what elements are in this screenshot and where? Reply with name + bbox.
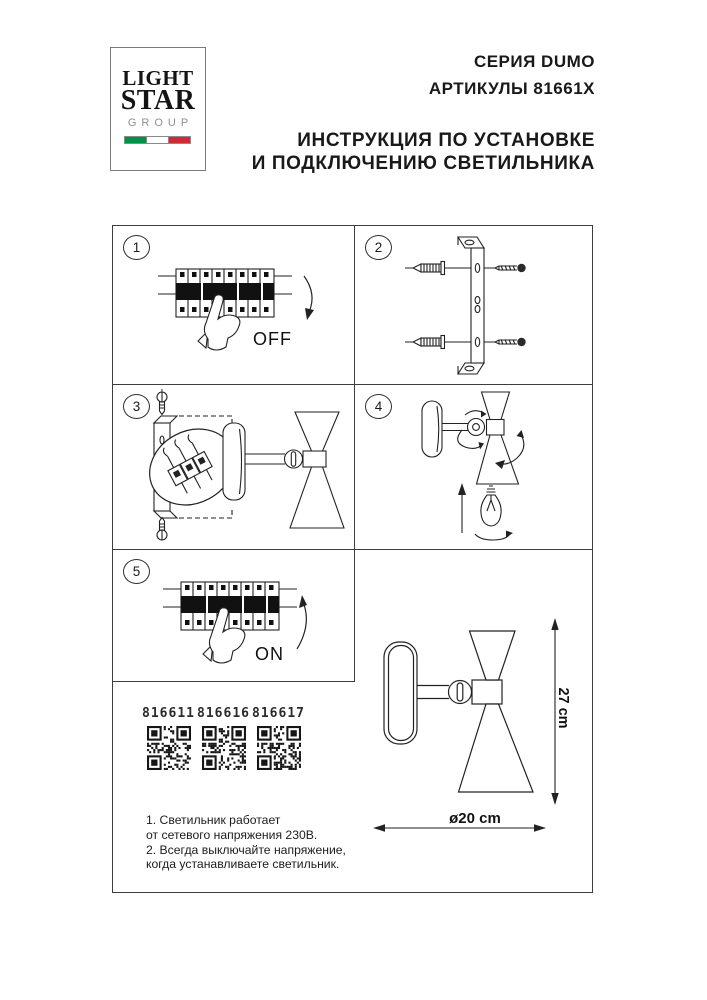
qr-code-image <box>147 726 191 770</box>
step-panel-4 <box>355 385 592 550</box>
note-line: когда устанавливаете светильник. <box>146 857 340 872</box>
on-label: ON <box>255 644 284 664</box>
qr-code <box>141 706 196 770</box>
qr-row <box>141 706 306 770</box>
qr-label: 816611 <box>142 706 195 721</box>
note-line: 1. Светильник работает <box>146 813 281 827</box>
step-panel-5 <box>113 550 355 682</box>
arrow-up-icon <box>458 483 466 533</box>
flag-white-segment <box>146 136 169 144</box>
arrow-up-icon <box>297 595 307 649</box>
articles-number: АРТИКУЛЫ 81661X <box>428 79 595 98</box>
screw-in-arrow-icon <box>475 531 513 541</box>
qr-code <box>196 706 251 770</box>
lamp-arm <box>442 424 468 431</box>
safety-notes <box>146 813 358 872</box>
note-line: от сетевого напряжения 230В. <box>146 827 318 842</box>
wall-plate-icon <box>223 423 245 500</box>
screw-icon <box>157 392 167 415</box>
step-panel-1 <box>113 226 355 385</box>
italian-flag-icon <box>125 136 191 144</box>
mounting-bracket-icon <box>458 237 484 374</box>
qr-label: 816617 <box>252 706 305 721</box>
step-number: 3 <box>123 394 150 419</box>
wall-plate-icon <box>384 642 417 744</box>
qr-label: 816616 <box>197 706 250 721</box>
qr-section <box>113 682 355 892</box>
lamp-arm <box>417 686 449 699</box>
title-line-2: И ПОДКЛЮЧЕНИЮ СВЕТИЛЬНИКА <box>251 153 595 174</box>
step-number: 4 <box>365 394 392 419</box>
light-bulb-icon <box>481 486 501 526</box>
dimension-panel <box>355 550 592 892</box>
step-number: 5 <box>123 559 150 584</box>
screw-icon <box>157 518 167 541</box>
arrow-down-icon <box>304 276 314 320</box>
swivel-knob-icon <box>449 681 472 704</box>
diameter-dimension-label: ø20 cm <box>449 810 501 827</box>
instruction-title <box>252 129 595 175</box>
lamp-arm <box>245 454 285 464</box>
step-panel-3 <box>113 385 355 550</box>
lightstar-logo <box>110 47 206 171</box>
step-number: 1 <box>123 235 150 260</box>
qr-code-image <box>257 726 301 770</box>
title-line-1: ИНСТРУКЦИЯ ПО УСТАНОВКЕ <box>297 130 595 151</box>
flag-green-segment <box>124 136 147 144</box>
logo-light-text: LIGHT <box>122 66 194 90</box>
logo-star-text: STAR <box>120 85 196 116</box>
lamp-shade-icon <box>290 412 344 528</box>
qr-code <box>251 706 306 770</box>
height-dimension-label: 27 cm <box>555 687 571 729</box>
rotate-arrow-icon <box>465 411 487 418</box>
swivel-knob-icon <box>285 450 303 468</box>
note-line: 2. Всегда выключайте напряжение, <box>146 842 346 857</box>
qr-code-image <box>202 726 246 770</box>
logo-group-text: GROUP <box>127 117 194 129</box>
header-text <box>252 52 595 175</box>
lamp-shade-icon <box>477 392 519 484</box>
instruction-grid <box>112 225 593 893</box>
series-title: СЕРИЯ DUMO <box>473 52 595 71</box>
wall-plate-icon <box>422 401 442 457</box>
flag-red-segment <box>168 136 191 144</box>
lamp-shade-icon <box>459 631 534 792</box>
swivel-joint-icon <box>468 419 485 436</box>
step-panel-2 <box>355 226 592 385</box>
off-label: OFF <box>253 329 292 349</box>
step-number: 2 <box>365 235 392 260</box>
